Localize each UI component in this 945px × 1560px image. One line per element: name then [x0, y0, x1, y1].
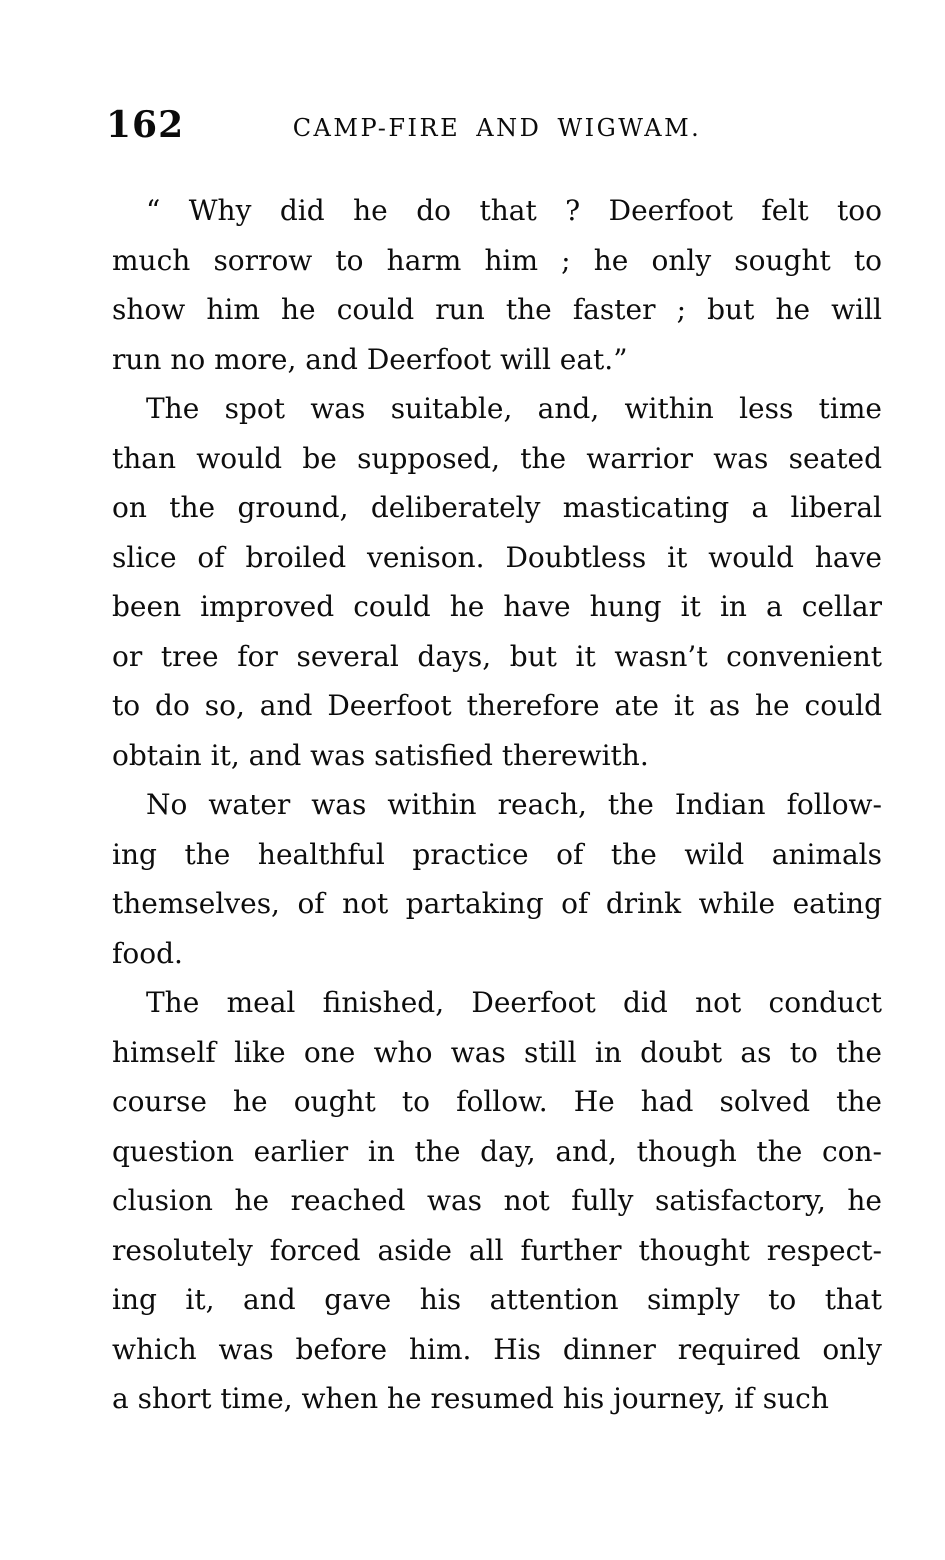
text-line: which was before him. His dinner required only	[112, 1332, 882, 1366]
text-line: The spot was suitable, and, within less time	[146, 392, 882, 425]
text-line: a short time, when he resumed his journey, if such	[112, 1382, 829, 1415]
text-line: or tree for several days, but it wasn’t convenient	[112, 639, 882, 673]
text-line: ing the healthful practice of the wild animals	[112, 837, 882, 871]
text-line: than would be supposed, the warrior was seated	[112, 441, 882, 475]
text-line: themselves, of not partaking of drink while eating	[112, 887, 882, 920]
text-line: obtain it, and was satisfied therewith.	[112, 738, 649, 772]
text-line: run no more, and Deerfoot will eat.”	[112, 342, 628, 376]
text-line: been improved could he have hung it in a cellar	[112, 590, 882, 623]
page-body	[112, 186, 882, 1424]
text-line: The meal finished, Deerfoot did not conduct	[146, 986, 882, 1019]
text-line: show him he could run the faster ; but he will	[112, 293, 882, 326]
text-line: “ Why did he do that ? Deerfoot felt too	[146, 194, 882, 227]
text-line: course he ought to follow. He had solved the	[112, 1085, 882, 1118]
text-line: to do so, and Deerfoot therefore ate it as he could	[112, 689, 882, 722]
text-line: resolutely forced aside all further thought respect-	[112, 1233, 882, 1267]
text-line: on the ground, deliberately masticating a liberal	[112, 491, 882, 524]
text-line: question earlier in the day, and, though the con-	[112, 1134, 882, 1168]
text-line: food.	[112, 936, 183, 970]
text-line: ing it, and gave his attention simply to that	[112, 1283, 882, 1316]
running-title: CAMP-FIRE AND WIGWAM.	[292, 114, 702, 142]
text-line: No water was within reach, the Indian follow-	[146, 788, 882, 821]
page-number: 162	[106, 104, 185, 146]
text-line: much sorrow to harm him ; he only sought to	[112, 243, 882, 277]
text-line: clusion he reached was not fully satisfactory, he	[112, 1184, 882, 1217]
text-line: himself like one who was still in doubt as to the	[112, 1035, 882, 1069]
text-line: slice of broiled venison. Doubtless it would have	[112, 540, 882, 574]
